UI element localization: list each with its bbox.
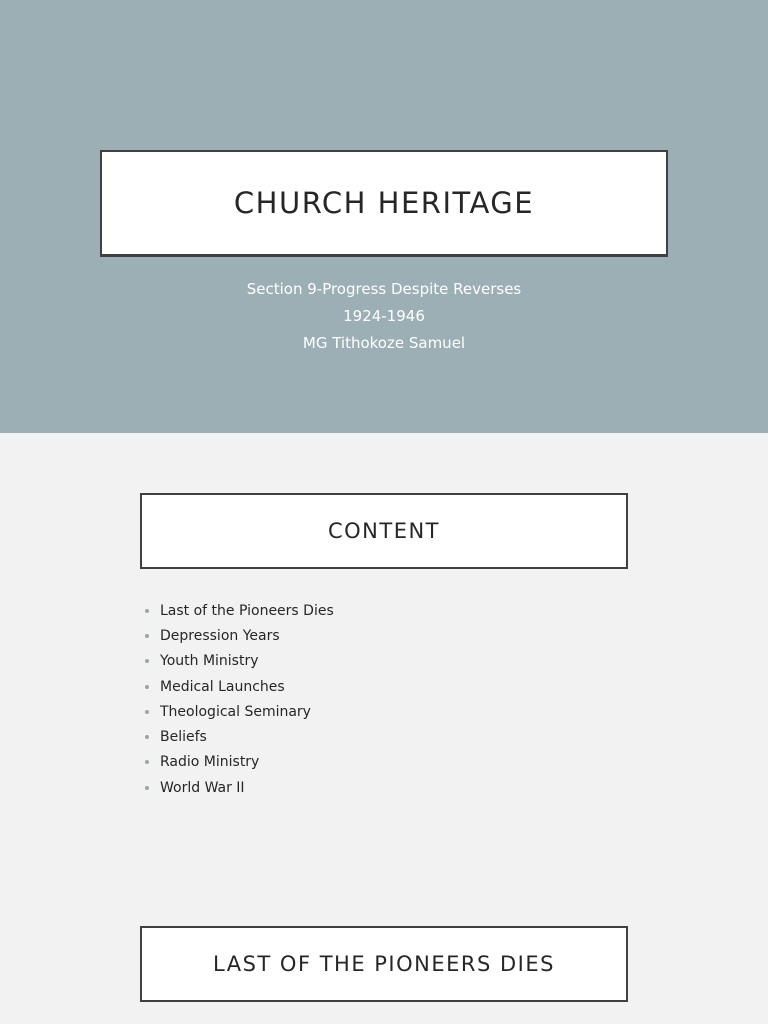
list-item [145,674,334,699]
list-item [145,775,334,800]
list-item [145,724,334,749]
list-item-label: Youth Ministry [160,653,259,670]
list-item-label: Beliefs [160,729,207,746]
list-item [145,750,334,775]
bullet-icon [145,710,149,714]
subtitle-author: MG Tithokoze Samuel [302,334,466,352]
bullet-icon [145,685,149,689]
subtitle-years: 1924-1946 [343,307,425,325]
subtitle-block [0,276,768,357]
bullet-icon [145,634,149,638]
list-item [145,598,334,623]
list-item [145,649,334,674]
list-item [145,699,334,724]
bullet-icon [145,760,149,764]
title-box [100,150,668,257]
list-item-label: Medical Launches [160,678,285,695]
list-item-label: Depression Years [160,627,280,644]
section-heading: LAST OF THE PIONEERS DIES [213,952,555,976]
content-heading-box [140,493,628,569]
list-item-label: Radio Ministry [160,754,260,771]
content-list [145,598,334,800]
list-item [145,623,334,648]
bullet-icon [145,786,149,790]
subtitle-section: Section 9-Progress Despite Reverses [246,280,522,298]
list-item-label: Last of the Pioneers Dies [160,602,334,619]
bullet-icon [145,609,149,613]
bullet-icon [145,735,149,739]
section-heading-box [140,926,628,1002]
list-item-label: Theological Seminary [160,703,311,720]
content-heading: CONTENT [327,519,441,543]
title-slide [0,0,768,433]
slide-title: CHURCH HERITAGE [233,186,535,220]
bullet-icon [145,659,149,663]
list-item-label: World War II [160,779,245,796]
